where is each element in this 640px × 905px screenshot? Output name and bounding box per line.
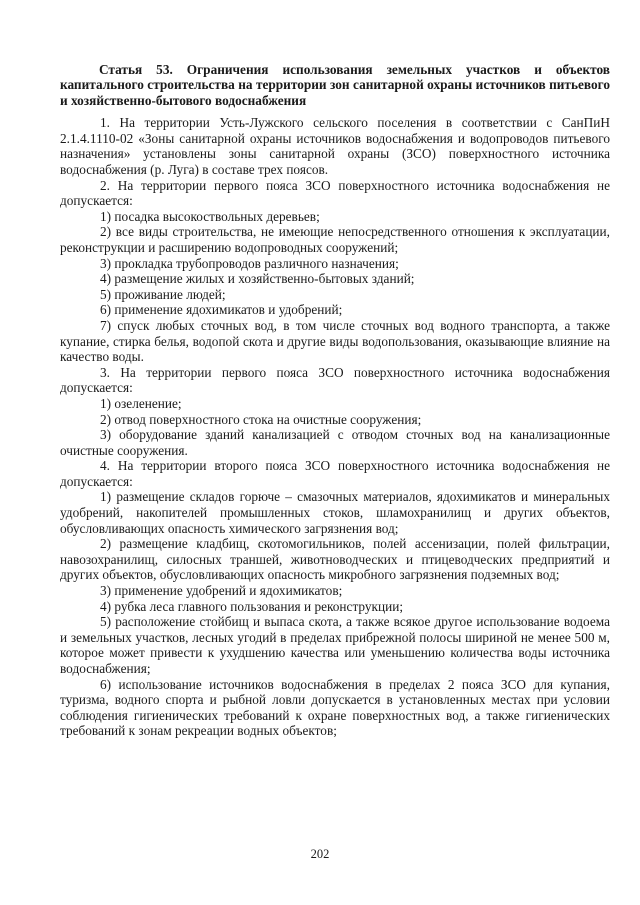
document-page [60, 62, 610, 739]
list-item: 2) все виды строительства, не имеющие непосредственного отношения к эксплуатации, реконструкции и расширению водопроводных сооружений; [60, 224, 610, 255]
list-item: 3) оборудование зданий канализацией с отводом сточных вод на канализационные очистные сооружения. [60, 427, 610, 458]
article-title: Статья 53. Ограничения использования земельных участков и объектов капитального строительства на территории зон санитарной охраны источников питьевого и хозяйственно-бытового водоснабжения [60, 62, 610, 108]
list-item: 1) озеленение; [100, 395, 182, 411]
list-item: 1) посадка высокоствольных деревьев; [100, 208, 320, 224]
paragraph: 2. На территории первого пояса ЗСО поверхностного источника водоснабжения не допускается: [60, 177, 610, 209]
paragraph: 4. На территории второго пояса ЗСО поверхностного источника водоснабжения не допускается: [60, 458, 610, 489]
list-item: 3) прокладка трубопроводов различного назначения; [100, 255, 399, 271]
list-item: 4) размещение жилых и хозяйственно-бытовых зданий; [100, 271, 415, 287]
list-item: 6) применение ядохимикатов и удобрений; [100, 302, 343, 318]
list-item: 2) размещение кладбищ, скотомогильников, полей ассенизации, полей фильтрации, навозохранилищ, силосных траншей, животноводческих и птицеводческих предприятий и других объектов, обусловливающих опасность микробного загрязнения подземных вод; [60, 536, 610, 583]
list-item: 3) применение удобрений и ядохимикатов; [100, 583, 343, 599]
list-item: 5) проживание людей; [100, 286, 226, 302]
list-item: 2) отвод поверхностного стока на очистные сооружения; [100, 411, 422, 427]
list-item: 4) рубка леса главного пользования и реконструкции; [100, 598, 404, 614]
list-item: 7) спуск любых сточных вод, в том числе сточных вод водного транспорта, а также купание, стирка белья, водопой скота и другие виды водопользования, оказывающие влияние на качество воды. [60, 317, 610, 365]
paragraph: 1. На территории Усть-Лужского сельского поселения в соответствии с СанПиН 2.1.4.1110-02 «Зоны санитарной охраны источников водоснабжения и водопроводов питьевого назначения» установлены зоны санитарной охраны (ЗСО) поверхностного источника водоснабжения (р. Луга) в составе трех поясов. [60, 115, 610, 177]
paragraph: 3. На территории первого пояса ЗСО поверхностного источника водоснабжения допускается: [60, 364, 610, 396]
list-item: 6) использование источников водоснабжения в пределах 2 пояса ЗСО для купания, туризма, водного спорта и рыбной ловли допускается в установленных местах при условии соблюдения гигиенических требований к охране поверхностных вод, а также гигиенических требований к зонам рекреации водных объектов; [60, 676, 610, 739]
list-item: 1) размещение складов горюче – смазочных материалов, ядохимикатов и минеральных удобрений, накопителей промышленных стоков, шламохранилищ и других объектов, обусловливающих опасность химического загрязнения вод; [60, 489, 610, 536]
list-item: 5) расположение стойбищ и выпаса скота, а также всякое другое использование водоема и земельных участков, лесных угодий в пределах прибрежной полосы шириной не менее 500 м, которое может привести к ухудшению качества или уменьшению количества воды источника водоснабжения; [60, 614, 610, 676]
page-number: 202 [310, 847, 330, 861]
